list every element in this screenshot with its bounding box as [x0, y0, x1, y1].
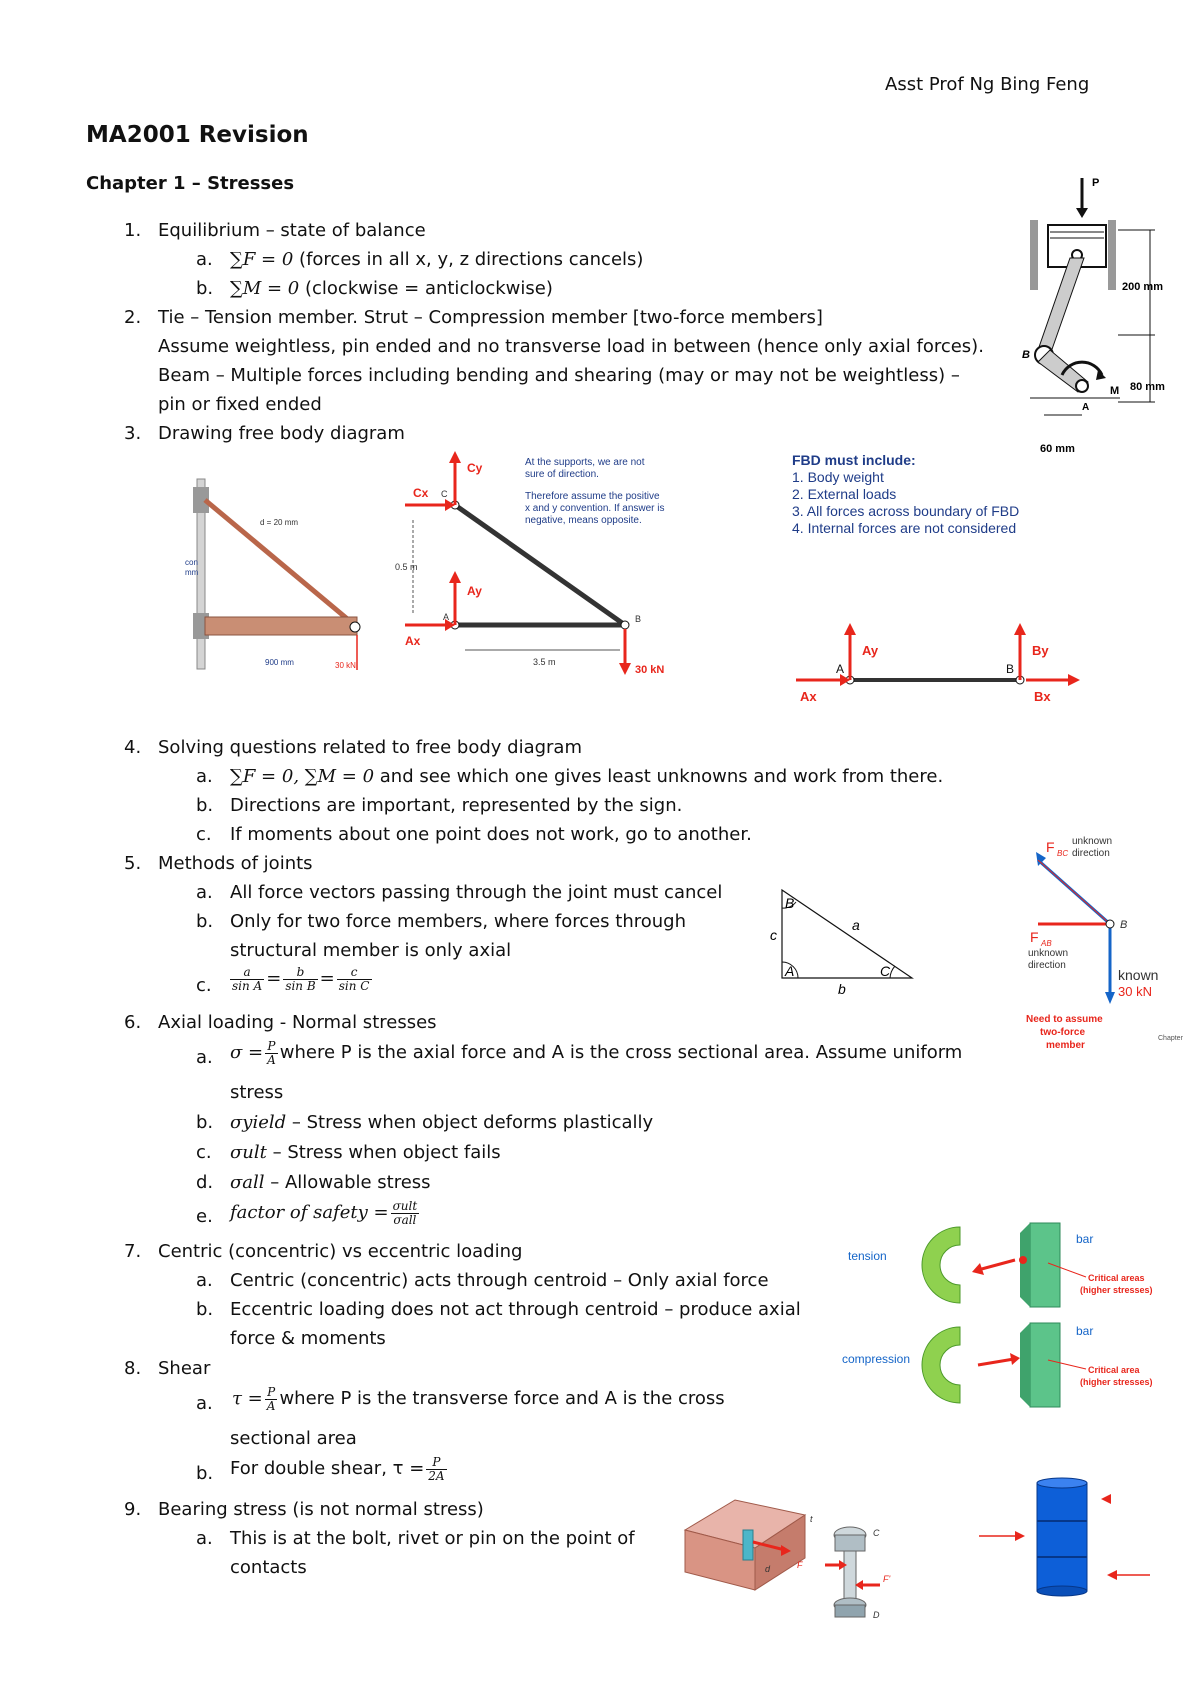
svg-text:30 kN: 30 kN — [635, 664, 665, 676]
svg-text:BC: BC — [1057, 849, 1069, 858]
svg-text:mm: mm — [185, 568, 199, 577]
svg-text:B: B — [1006, 662, 1015, 676]
svg-text:30 kN: 30 kN — [1118, 984, 1152, 999]
svg-text:D: D — [873, 1610, 880, 1620]
item-6b-label: b. — [196, 1112, 214, 1133]
item-6c: σult – Stress when object fails — [230, 1142, 501, 1163]
svg-text:two-force: two-force — [1040, 1027, 1085, 1038]
svg-text:60 mm: 60 mm — [1040, 443, 1075, 455]
item-6a-label: a. — [196, 1047, 213, 1068]
bearing-plate-figure — [675, 1490, 915, 1640]
item-4b-label: b. — [196, 795, 214, 816]
svg-text:d: d — [765, 1564, 771, 1574]
item-6-number: 6. — [124, 1012, 142, 1033]
svg-text:B: B — [1120, 919, 1128, 931]
item-5-number: 5. — [124, 853, 142, 874]
fraction-a: $\frac{a}{\text{sin A}}$ — [232, 964, 263, 993]
item-3-number: 3. — [124, 423, 142, 444]
item-7b-line2: force & moments — [230, 1328, 386, 1349]
sine-triangle-figure — [770, 880, 920, 995]
item-1-text: Equilibrium – state of balance — [158, 220, 426, 241]
svg-text:At the supports, we are not: At the supports, we are not — [525, 457, 645, 468]
item-9a-label: a. — [196, 1528, 213, 1549]
item-4a-label: a. — [196, 766, 213, 787]
svg-text:C: C — [441, 489, 448, 499]
item-8a-label: a. — [196, 1393, 213, 1414]
svg-text:AB: AB — [1041, 939, 1052, 948]
item-6-text: Axial loading - Normal stresses — [158, 1012, 437, 1033]
item-6e-label: e. — [196, 1206, 213, 1227]
svg-text:C: C — [880, 963, 891, 979]
fraction-shear: $\frac{P}{A}$ — [266, 1384, 276, 1413]
item-4b-text: Directions are important, represented by the sign. — [230, 795, 683, 816]
item-4c-text: If moments about one point does not work, go to another. — [230, 824, 752, 845]
item-6a-line2: stress — [230, 1082, 284, 1103]
svg-text:c: c — [770, 927, 777, 943]
fraction-p-over-a: $\frac{P}{A}$ — [267, 1038, 276, 1067]
svg-text:Critical areas: Critical areas — [1088, 1273, 1145, 1283]
svg-text:A: A — [785, 963, 795, 979]
svg-text:Ay: Ay — [467, 584, 482, 598]
svg-text:F: F — [1030, 929, 1039, 945]
svg-text:A: A — [443, 612, 450, 622]
svg-text:B: B — [1022, 349, 1030, 361]
item-1b-label: b. — [196, 278, 214, 299]
truss-fbd-figure — [395, 445, 705, 680]
fraction-safety: $\frac{\text{σult}}{\text{σall}}$ — [392, 1198, 418, 1227]
svg-text:b: b — [838, 981, 846, 995]
svg-text:(higher stresses): (higher stresses) — [1080, 1377, 1153, 1387]
svg-text:Cx: Cx — [413, 486, 429, 500]
item-8a: τ = $\frac{P}{A}$ where P is the transverse force and A is the cross — [232, 1384, 725, 1413]
fraction-c: $\frac{c}{\text{sin C}}$ — [338, 964, 370, 993]
item-4a — [230, 766, 943, 788]
item-5a-text: All force vectors passing through the joint must cancel — [230, 882, 723, 903]
item-4a-math: ∑F = 0, ∑M = 0 — [230, 766, 375, 787]
svg-text:(higher stresses): (higher stresses) — [1080, 1285, 1153, 1295]
fraction-double-shear: $\frac{P}{2A}$ — [428, 1454, 445, 1483]
item-7a-text: Centric (concentric) acts through centroid – Only axial force — [230, 1270, 769, 1291]
svg-text:Chapter: Chapter — [1158, 1035, 1183, 1042]
svg-text:P: P — [1092, 177, 1100, 189]
item-2-line4: pin or fixed ended — [158, 394, 322, 415]
header-author: Asst Prof Ng Bing Feng — [885, 74, 1090, 95]
item-4c-label: c. — [196, 824, 212, 845]
beam-fbd-figure — [790, 615, 1090, 705]
svg-text:direction: direction — [1072, 848, 1110, 859]
svg-text:tension: tension — [848, 1249, 887, 1263]
svg-text:A: A — [1082, 402, 1090, 413]
svg-text:unknown: unknown — [1028, 948, 1069, 959]
svg-text:Therefore assume the positive: Therefore assume the positive — [525, 491, 660, 502]
svg-text:compression: compression — [842, 1352, 911, 1366]
svg-text:A: A — [836, 662, 845, 676]
item-9-number: 9. — [124, 1499, 142, 1520]
item-3-text: Drawing free body diagram — [158, 423, 405, 444]
svg-text:Ax: Ax — [405, 634, 421, 648]
svg-text:d = 20 mm: d = 20 mm — [260, 518, 299, 527]
svg-text:x and y convention. If answer: x and y convention. If answer is — [525, 503, 665, 514]
svg-text:Critical area: Critical area — [1088, 1365, 1140, 1375]
item-1b-math: ∑M = 0 — [230, 278, 300, 299]
svg-text:bar: bar — [1076, 1232, 1094, 1246]
piston-figure — [1010, 170, 1190, 470]
svg-text:bar: bar — [1076, 1324, 1094, 1338]
svg-text:Cy: Cy — [467, 461, 483, 475]
fraction-b: $\frac{b}{\text{sin B}}$ — [285, 964, 316, 993]
svg-text:unknown: unknown — [1072, 836, 1113, 847]
item-6a-text: where P is the axial force and A is the cross sectional area. Assume uniform — [279, 1042, 963, 1063]
item-6d: σall – Allowable stress — [230, 1172, 431, 1193]
svg-text:F: F — [797, 1560, 803, 1570]
svg-text:con: con — [185, 558, 198, 567]
svg-text:By: By — [1032, 643, 1049, 658]
item-6d-label: d. — [196, 1172, 214, 1193]
item-5b-line2: structural member is only axial — [230, 940, 512, 961]
item-6b: σyield – Stress when object deforms plastically — [230, 1112, 654, 1133]
item-8-number: 8. — [124, 1358, 142, 1379]
chapter-heading: Chapter 1 – Stresses — [86, 173, 295, 194]
truss-figure — [185, 475, 375, 675]
svg-text:member: member — [1046, 1040, 1085, 1051]
svg-text:negative, means opposite.: negative, means opposite. — [525, 515, 642, 526]
svg-text:sure of direction.: sure of direction. — [525, 469, 599, 480]
svg-text:80 mm: 80 mm — [1130, 381, 1165, 393]
svg-text:F: F — [1046, 839, 1055, 855]
item-8-text: Shear — [158, 1358, 211, 1379]
item-5c-label: c. — [196, 975, 212, 996]
fbd-requirements-box: FBD must include: 1. Body weight 2. External loads 3. All forces across boundary of FBD 4. Internal forces are not considered — [792, 452, 1020, 536]
svg-text:30 kN: 30 kN — [335, 661, 356, 670]
item-7-number: 7. — [124, 1241, 142, 1262]
svg-text:direction: direction — [1028, 960, 1066, 971]
factor-of-safety: factor of safety = $\frac{\text{σult}}{\text{σall}}$ — [230, 1198, 418, 1227]
svg-text:B: B — [785, 895, 795, 911]
item-2-line1: Tie – Tension member. Strut – Compression member [two-force members] — [158, 307, 823, 328]
svg-text:Ax: Ax — [800, 689, 817, 704]
item-6a: σ = $\frac{P}{A}$ where P is the axial force and A is the cross sectional area. Assume uniform — [230, 1038, 963, 1067]
svg-text:3.5 m: 3.5 m — [533, 657, 556, 667]
svg-text:C: C — [873, 1528, 880, 1538]
item-5b-line1: Only for two force members, where forces through — [230, 911, 687, 932]
item-4a-text: and see which one gives least unknowns and work from there. — [374, 766, 944, 787]
svg-text:Bx: Bx — [1034, 689, 1051, 704]
svg-text:F': F' — [883, 1574, 891, 1584]
item-1a-math: ∑F = 0 — [230, 249, 294, 270]
item-7a-label: a. — [196, 1270, 213, 1291]
joint-figure — [1010, 832, 1190, 1057]
item-4-number: 4. — [124, 737, 142, 758]
bearing-cylinder-figure — [975, 1475, 1155, 1600]
page-title: MA2001 Revision — [86, 122, 309, 148]
item-9-text: Bearing stress (is not normal stress) — [158, 1499, 484, 1520]
item-7b-label: b. — [196, 1299, 214, 1320]
item-7-text: Centric (concentric) vs eccentric loading — [158, 1241, 523, 1262]
item-8b: For double shear, τ = $\frac{P}{2A}$ — [230, 1454, 445, 1483]
item-2-line2: Assume weightless, pin ended and no transverse load in between (hence only axial forces). — [158, 336, 984, 357]
item-2-number: 2. — [124, 307, 142, 328]
item-9a-line2: contacts — [230, 1557, 307, 1578]
item-5b-label: b. — [196, 911, 214, 932]
item-7b-line1: Eccentric loading does not act through centroid – produce axial — [230, 1299, 801, 1320]
item-9a-line1: This is at the bolt, rivet or pin on the point of — [230, 1528, 635, 1549]
centric-loading-figure — [840, 1215, 1170, 1415]
item-2-line3: Beam – Multiple forces including bending and shearing (may or may not be weightless) – — [158, 365, 960, 386]
svg-text:Ay: Ay — [862, 643, 879, 658]
svg-text:B: B — [635, 614, 642, 624]
svg-text:Need to assume: Need to assume — [1026, 1014, 1103, 1025]
svg-text:900 mm: 900 mm — [265, 658, 294, 667]
item-1b — [230, 278, 553, 300]
sine-rule: $\frac{a}{\text{sin A}}$ = $\frac{b}{\text{sin B}}$ = $\frac{c}{\text{sin C}}$ — [232, 964, 370, 993]
svg-text:0.5 m: 0.5 m — [395, 562, 418, 572]
item-5a-label: a. — [196, 882, 213, 903]
item-8a-line2: sectional area — [230, 1428, 357, 1449]
item-4-text: Solving questions related to free body diagram — [158, 737, 582, 758]
svg-text:M: M — [1110, 385, 1120, 397]
item-1a-label: a. — [196, 249, 213, 270]
item-1a — [230, 249, 643, 271]
item-6c-label: c. — [196, 1142, 212, 1163]
item-1b-text: (clockwise = anticlockwise) — [299, 278, 553, 299]
item-8b-label: b. — [196, 1463, 214, 1484]
item-1a-text: (forces in all x, y, z directions cancels) — [293, 249, 644, 270]
item-5-text: Methods of joints — [158, 853, 313, 874]
item-1-number: 1. — [124, 220, 142, 241]
svg-text:a: a — [852, 917, 860, 933]
svg-text:known: known — [1118, 967, 1159, 983]
svg-text:t: t — [810, 1514, 813, 1524]
svg-text:200 mm: 200 mm — [1122, 281, 1163, 293]
